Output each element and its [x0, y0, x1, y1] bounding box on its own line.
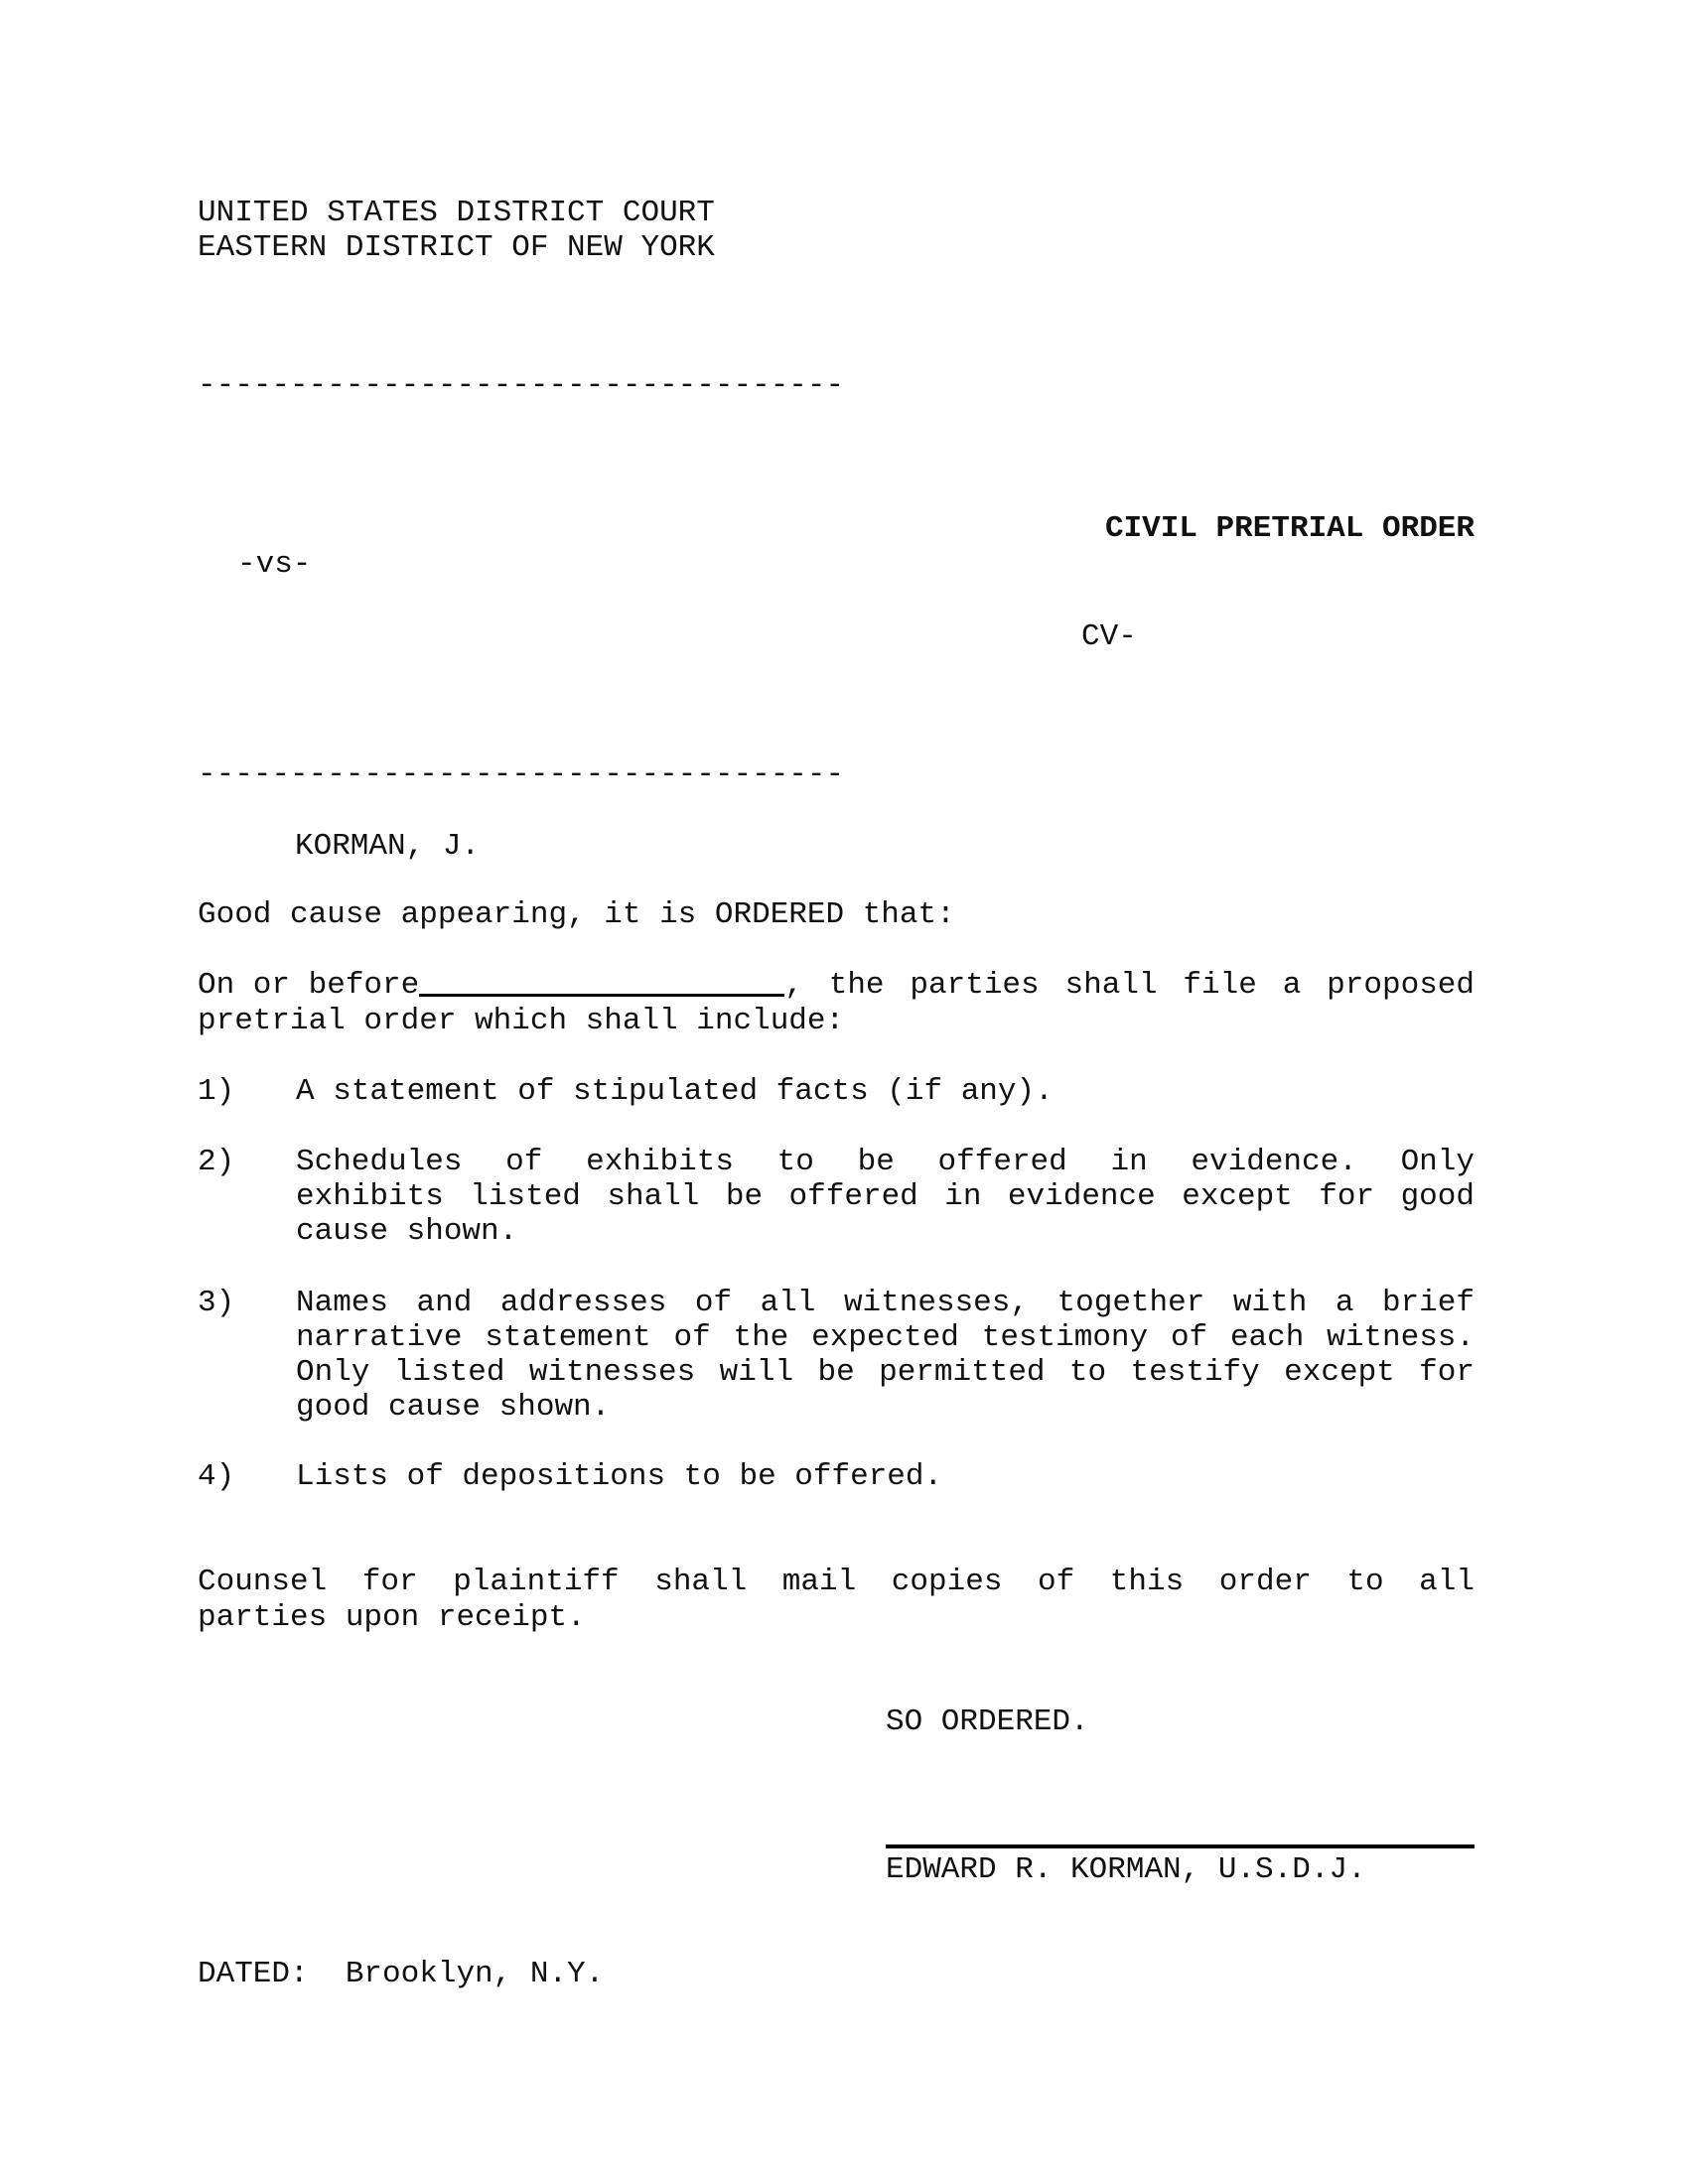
deadline-date-blank[interactable] [419, 970, 784, 997]
order-intro: Good cause appearing, it is ORDERED that: [198, 897, 955, 932]
versus-label: -vs- [237, 547, 312, 582]
item-3-line-2: narrative statement of the expected testimony of each witness. [296, 1320, 1475, 1355]
counsel-line-2: parties upon receipt. [198, 1600, 586, 1635]
judge-line: KORMAN, J. [295, 829, 481, 864]
item-1-text: A statement of stipulated facts (if any). [296, 1074, 1054, 1109]
item-4-number: 4) [198, 1459, 235, 1494]
item-2-number: 2) [198, 1145, 235, 1179]
deadline-line [198, 970, 1475, 1002]
item-1-number: 1) [198, 1074, 235, 1109]
signature-line [886, 1844, 1475, 1848]
caption-separator-bottom: ----------------------------------- [198, 757, 845, 792]
case-number: CV- [1081, 619, 1137, 654]
signature-name: EDWARD R. KORMAN, U.S.D.J. [886, 1852, 1366, 1887]
item-2-line-1: Schedules of exhibits to be offered in evidence. Only [296, 1145, 1475, 1179]
court-name-line-1: UNITED STATES DISTRICT COURT [198, 196, 715, 230]
document-title: CIVIL PRETRIAL ORDER [1104, 511, 1475, 546]
deadline-line-2: pretrial order which shall include: [198, 1004, 845, 1038]
deadline-suffix: , the parties shall file a proposed [784, 968, 1475, 1003]
item-3-line-4: good cause shown. [296, 1390, 611, 1425]
item-3-number: 3) [198, 1286, 235, 1320]
item-4-text: Lists of depositions to be offered. [296, 1459, 943, 1494]
so-ordered: SO ORDERED. [886, 1705, 1089, 1739]
deadline-prefix: On or before [198, 968, 420, 1003]
court-name-line-2: EASTERN DISTRICT OF NEW YORK [198, 230, 715, 265]
counsel-line-1: Counsel for plaintiff shall mail copies of this order to all [198, 1565, 1475, 1599]
item-2-line-3: cause shown. [296, 1214, 518, 1249]
dated-line: DATED: Brooklyn, N.Y. [198, 1957, 605, 1991]
item-3-line-1: Names and addresses of all witnesses, together with a brief [296, 1286, 1475, 1320]
caption-separator-top: ----------------------------------- [198, 368, 845, 403]
item-3-line-3: Only listed witnesses will be permitted to testify except for [296, 1355, 1475, 1390]
item-2-line-2: exhibits listed shall be offered in evidence except for good [296, 1179, 1475, 1214]
